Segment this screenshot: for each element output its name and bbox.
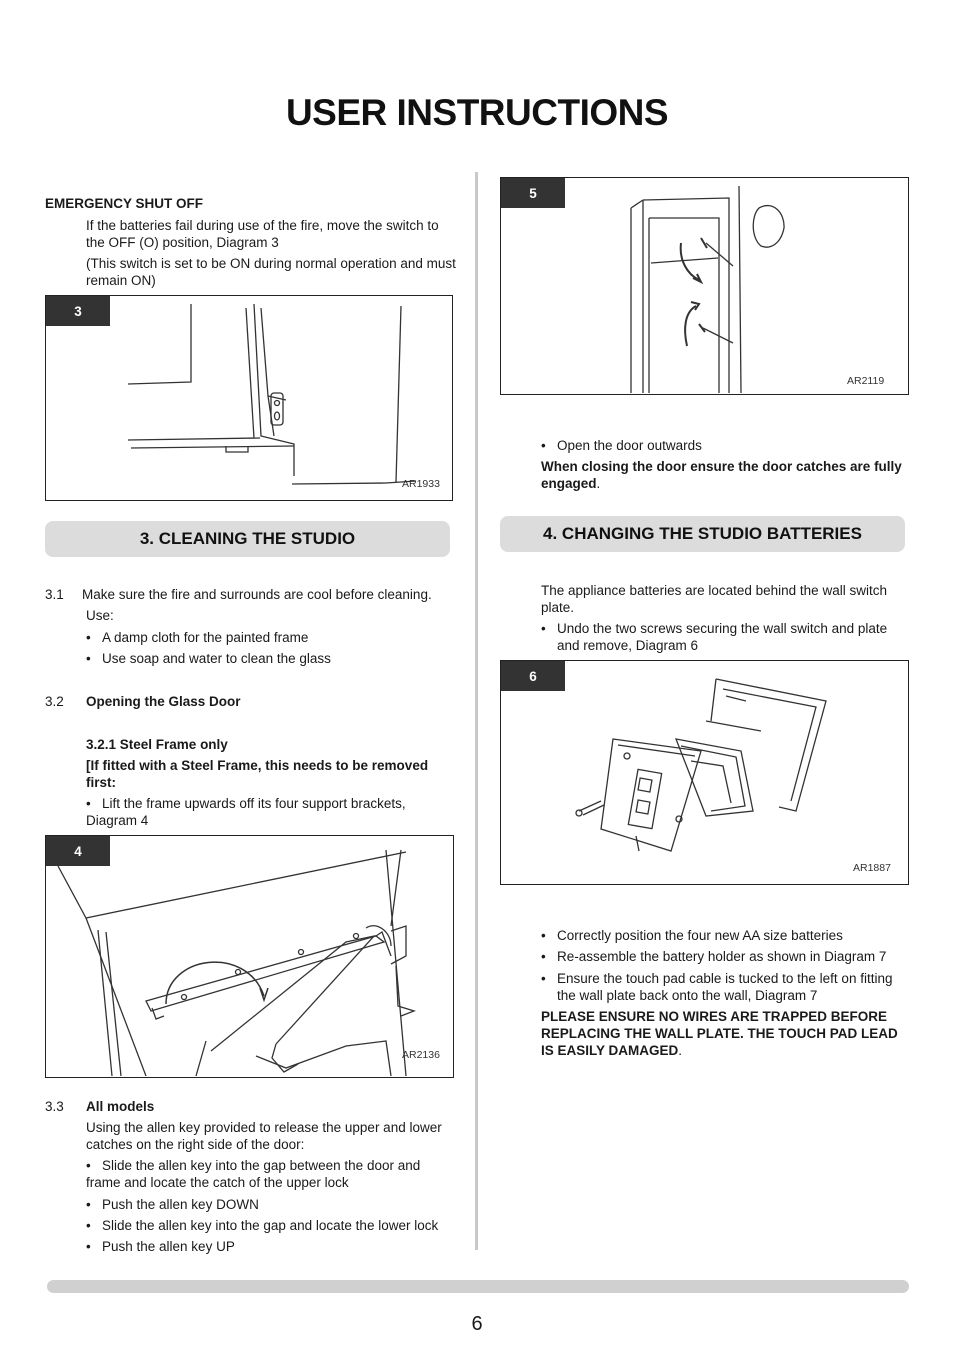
diagram-6-code: AR1887 [853,862,891,874]
door-closing-note-end: . [596,476,601,491]
bullet-icon: • [541,621,546,636]
door-closing-note [541,458,905,492]
list-item-text: Ensure the touch pad cable is tucked to the left on fitting the wall plate back onto the wall, Diagram 7 [557,971,893,1003]
list-item-text: Push the allen key DOWN [102,1197,259,1212]
list-item [86,1217,458,1234]
list-item-text: Slide the allen key into the gap between the door and frame and locate the catch of the upper lock [86,1158,421,1190]
bullet-icon: • [86,651,91,666]
list-item [86,1238,458,1255]
emergency-heading: EMERGENCY SHUT OFF [45,196,204,211]
bullet-icon: • [86,630,91,645]
wires-warning-bold: PLEASE ENSURE NO WIRES ARE TRAPPED BEFORE REPLACING THE WALL PLATE. THE TOUCH PAD LEAD IS EASILY DAMAGED [541,1009,898,1058]
section-3-3-title: All models [86,1099,155,1114]
bullet-icon: • [86,1239,91,1254]
list-item [86,650,458,667]
list-item-text: Correctly position the four new AA size batteries [557,928,843,943]
bullet-icon: • [86,1158,91,1173]
diagram-4 [45,835,454,1078]
list-item [541,970,905,1004]
wires-warning [541,1008,901,1059]
diagram-4-drawing [46,836,453,1077]
emergency-paragraph-1: If the batteries fail during use of the fire, move the switch to the OFF (O) position, Diagram 3 [86,218,439,250]
list-item-text: A damp cloth for the painted frame [102,630,309,645]
diagram-5 [500,177,909,395]
wires-warning-end: . [678,1043,683,1058]
bullet-icon: • [541,949,546,964]
diagram-6-number: 6 [501,661,565,691]
section-3-2-title: Opening the Glass Door [86,694,241,709]
bullet-icon: • [86,1197,91,1212]
diagram-6-drawing [501,661,908,884]
list-item [541,437,901,454]
section-4-intro: The appliance batteries are located behind the wall switch plate. [541,583,887,615]
diagram-6 [500,660,909,885]
diagram-5-number: 5 [501,178,565,208]
bullet-icon: • [541,438,546,453]
section-3-heading: 3. CLEANING THE STUDIO [45,521,450,557]
section-3-1-use: Use: [86,608,114,623]
page-number: 6 [471,1313,483,1335]
bullet-icon: • [541,928,546,943]
list-item [541,927,905,944]
bullet-icon: • [86,1218,91,1233]
list-item [86,629,458,646]
emergency-paragraph-2: (This switch is set to be ON during normal operation and must remain ON) [86,256,456,288]
diagram-4-number: 4 [46,836,110,866]
list-item [541,948,905,965]
list-item [86,1157,454,1191]
footer-bar [47,1280,909,1293]
section-3-1-text: Make sure the fire and surrounds are cool before cleaning. [82,587,432,602]
list-item-text: Use soap and water to clean the glass [102,651,331,666]
diagram-3-code: AR1933 [402,478,440,490]
section-3-3-text: Using the allen key provided to release the upper and lower catches on the right side of the door: [86,1120,442,1152]
diagram-3-number: 3 [46,296,110,326]
list-item [86,795,432,829]
diagram-3-drawing [46,296,452,500]
door-closing-note-bold: When closing the door ensure the door catches are fully engaged [541,459,902,491]
list-item [541,620,905,654]
column-divider [475,172,478,1250]
list-item-text: Slide the allen key into the gap and locate the lower lock [102,1218,439,1233]
section-4-heading: 4. CHANGING THE STUDIO BATTERIES [500,516,905,552]
list-item-text: Re-assemble the battery holder as shown in Diagram 7 [557,949,887,964]
section-3-3-number: 3.3 [45,1099,64,1114]
bullet-icon: • [541,971,546,986]
page-title: USER INSTRUCTIONS [285,92,669,133]
list-item-text: Undo the two screws securing the wall switch and plate and remove, Diagram 6 [557,621,888,653]
list-item-text: Lift the frame upwards off its four support brackets, Diagram 4 [86,796,406,828]
steel-frame-warning: [If fitted with a Steel Frame, this needs to be removed first: [86,758,429,790]
section-3-2-number: 3.2 [45,694,64,709]
diagram-3 [45,295,453,501]
list-item [86,1196,458,1213]
diagram-4-code: AR2136 [402,1049,440,1061]
section-3-1-number: 3.1 [45,587,64,602]
section-3-2-1-title: 3.2.1 Steel Frame only [86,737,228,752]
bullet-icon: • [86,796,91,811]
list-item-text: Push the allen key UP [102,1239,235,1254]
list-item-text: Open the door outwards [557,438,702,453]
diagram-5-code: AR2119 [847,375,885,387]
diagram-5-drawing [501,178,908,394]
